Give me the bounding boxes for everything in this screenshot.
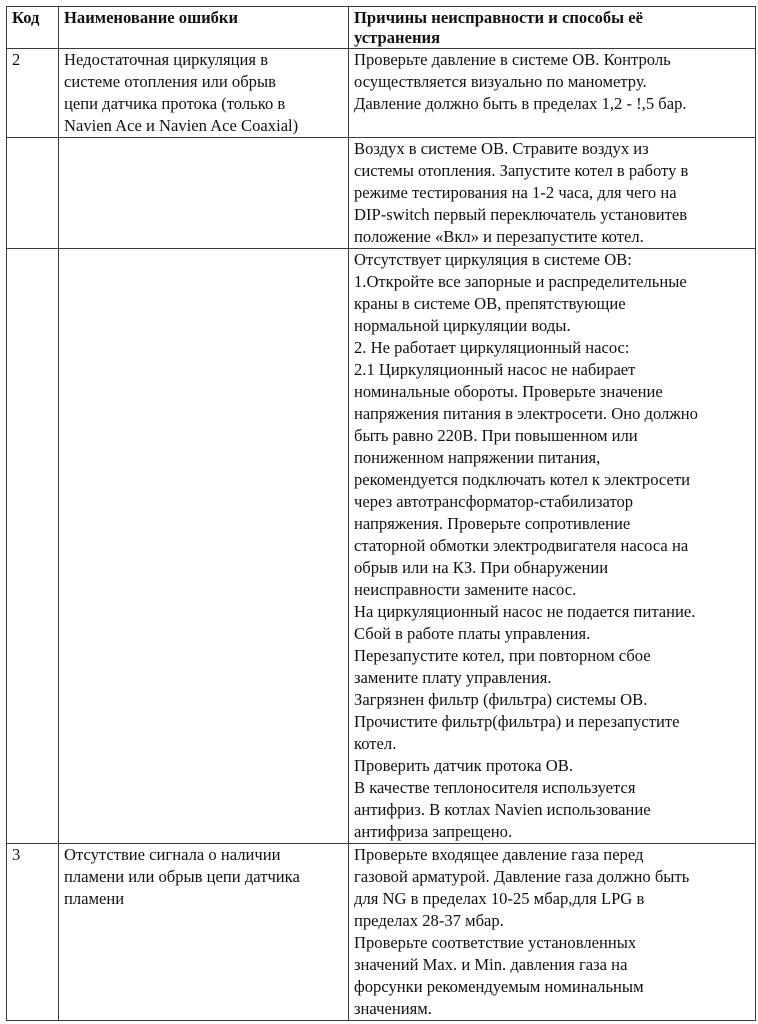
cell-error-name — [59, 138, 349, 249]
table-row — [7, 249, 756, 844]
header-error-name: Наименование ошибки — [59, 7, 349, 49]
header-causes-and-fixes: Причины неисправности и способы её устранения — [349, 7, 756, 49]
table-row — [7, 844, 756, 1021]
table-row — [7, 138, 756, 249]
cell-causes-and-fixes: Воздух в системе ОВ. Стравите воздух из системы отопления. Запустите котел в работу в режиме тестирования на 1-2 часа, для чего на DIP-switch первый переключатель установитев положение «Вкл» и перезапустите котел. — [349, 138, 756, 249]
cell-error-name: Отсутствие сигнала о наличии пламени или обрыв цепи датчика пламени — [59, 844, 349, 1021]
table-header-row — [7, 7, 756, 49]
error-code-table — [6, 6, 756, 1021]
cell-code: 2 — [7, 49, 59, 138]
header-code: Код — [7, 7, 59, 49]
cell-code — [7, 138, 59, 249]
cell-error-name: Недостаточная циркуляция в системе отопления или обрыв цепи датчика протока (только в Navien Ace и Navien Ace Coaxial) — [59, 49, 349, 138]
cell-causes-and-fixes: Проверьте входящее давление газа перед газовой арматурой. Давление газа должно быть для NG в пределах 10-25 мбар,для LPG в пределах 28-37 мбар. Проверьте соответствие установленных значений Max. и Min. давления газа на форсунки рекомендуемым номинальным значениям. — [349, 844, 756, 1021]
cell-code — [7, 249, 59, 844]
cell-code: 3 — [7, 844, 59, 1021]
cell-causes-and-fixes: Проверьте давление в системе ОВ. Контроль осуществляется визуально по манометру. Давление должно быть в пределах 1,2 - !,5 бар. — [349, 49, 756, 138]
cell-error-name — [59, 249, 349, 844]
cell-causes-and-fixes: Отсутствует циркуляция в системе ОВ: 1.Откройте все запорные и распределительные краны в системе ОВ, препятствующие нормальной циркуляции воды. 2. Не работает циркуляционный насос: 2.1 Циркуляционный насос не набирает номинальные обороты. Проверьте значение напряжения питания в электросети. Оно должно быть равно 220В. При повышенном или пониженном напряжении питания, рекомендуется подключать котел к электросети через автотрансформатор-стабилизатор напряжения. Проверьте сопротивление статорной обмотки электродвигателя насоса на обрыв или на КЗ. При обнаружении неисправности замените насос. На циркуляционный насос не подается питание. Сбой в работе платы управления. Перезапустите котел, при повторном сбое замените плату управления. Загрязнен фильтр (фильтра) системы ОВ. Прочистите фильтр(фильтра) и перезапустите котел. Проверить датчик протока ОВ. В качестве теплоносителя используется антифриз. В котлах Navien использование антифриза запрещено. — [349, 249, 756, 844]
table-row — [7, 49, 756, 138]
